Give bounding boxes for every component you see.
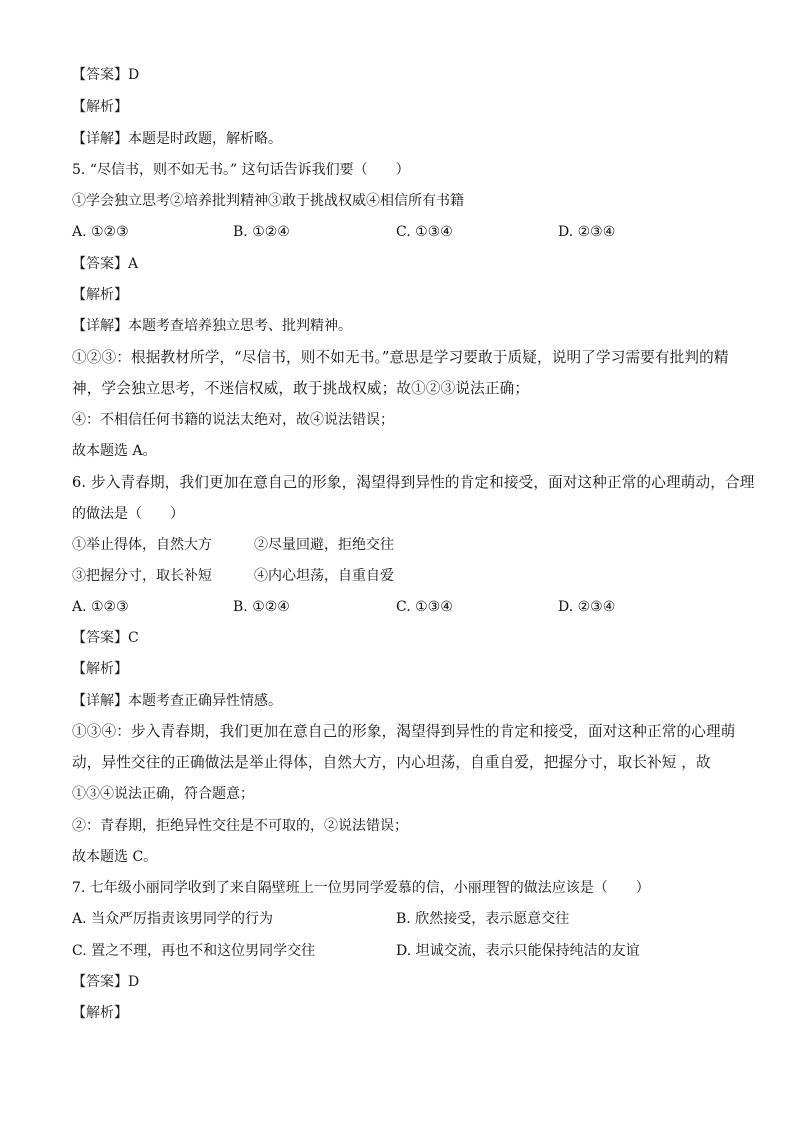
explanation-line: ①②③：根据教材所学，“尽信书，则不如无书。”意思是学习要敢于质疑，说明了学习需要有批判的精 [72,349,729,366]
question-5-option-a: A. ①②③ [72,224,129,240]
question-5-statements: ①学会独立思考②培养批判精神③敢于挑战权威④相信所有书籍 [72,193,464,209]
question-6-statement-3: ③把握分寸，取长补短 [72,568,212,584]
analysis-label: 【解析】 [72,287,128,303]
question-5-option-d: D. ②③④ [558,224,616,240]
explanation-line: 故本题选 A。 [72,443,157,459]
question-6-statement-1: ①举止得体，自然大方 [72,537,212,553]
question-6-option-a: A. ①②③ [72,599,129,615]
detail-text: 【详解】本题是时政题，解析略。 [72,131,282,147]
question-7-option-b: B. 欣然接受，表示愿意交往 [396,911,570,927]
question-6-option-d: D. ②③④ [558,599,616,615]
detail-text: 【详解】本题考查正确异性情感。 [72,693,282,709]
answer-label: 【答案】D [72,67,140,83]
answer-label: 【答案】A [72,256,139,272]
answer-label: 【答案】C [72,630,139,646]
explanation-line: 神，学会独立思考，不迷信权威，敢于挑战权威；故①②③说法正确； [72,380,530,397]
answer-label: 【答案】D [72,974,140,990]
explanation-line: ④：不相信任何书籍的说法太绝对，故④说法错误； [72,412,394,428]
explanation-line: ①③④说法正确，符合题意； [72,786,254,802]
question-6-statement-2: ②尽量回避，拒绝交往 [254,537,394,553]
analysis-label: 【解析】 [72,99,128,115]
explanation-line: ①③④：步入青春期，我们更加在意自己的形象，渴望得到异性的肯定和接受，面对这种正常的心理萌 [72,723,736,740]
question-7-stem: 7. 七年级小丽同学收到了来自隔壁班上一位男同学爱慕的信，小丽理智的做法应该是（ ） [72,880,650,896]
question-5-option-b: B. ①②④ [233,224,290,240]
explanation-line: 动，异性交往的正确做法是举止得体，自然大方，内心坦荡，自重自爱，把握分寸，取长补短 ，故 [72,754,711,771]
analysis-label: 【解析】 [72,661,128,677]
question-7-option-c: C. 置之不理，再也不和这位男同学交往 [72,943,316,959]
explanation-line: ②：青春期，拒绝异性交往是不可取的，②说法错误； [72,818,408,834]
question-6-stem: 6. 步入青春期，我们更加在意自己的形象，渴望得到异性的肯定和接受，面对这种正常的心理萌动，合理 [72,474,755,491]
question-6-statement-4: ④内心坦荡，自重自爱 [254,568,394,584]
explanation-line: 故本题选 C。 [72,849,158,865]
question-7-option-a: A. 当众严厉指责该男同学的行为 [72,911,274,927]
question-5-stem: 5. “尽信书，则不如无书。” 这句话告诉我们要（ ） [72,162,410,178]
detail-text: 【详解】本题考查培养独立思考、批判精神。 [72,318,352,334]
question-7-option-d: D. 坦诚交流，表示只能保持纯洁的友谊 [396,943,640,959]
question-5-option-c: C. ①③④ [396,224,453,240]
question-6-stem: 的做法是（ ） [72,506,184,522]
question-6-option-b: B. ①②④ [233,599,290,615]
question-6-option-c: C. ①③④ [396,599,453,615]
analysis-label: 【解析】 [72,1005,128,1021]
